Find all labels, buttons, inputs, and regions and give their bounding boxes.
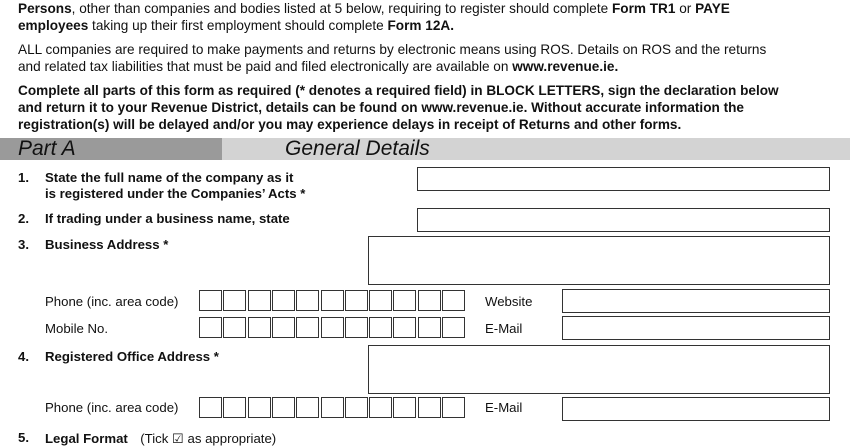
registered-office-email-field[interactable] xyxy=(562,397,830,421)
legal-format-hint: (Tick ☑ as appropriate) xyxy=(140,431,277,446)
digit-cell[interactable] xyxy=(345,317,368,338)
mobile-cells[interactable] xyxy=(199,317,467,338)
intro-paragraph-1 xyxy=(18,1,730,17)
digit-cell[interactable] xyxy=(272,290,295,311)
question-1-number: 1. xyxy=(18,170,29,185)
digit-cell[interactable] xyxy=(393,317,416,338)
digit-cell[interactable] xyxy=(199,290,222,311)
question-3-label: Business Address * xyxy=(45,237,169,252)
digit-cell[interactable] xyxy=(199,397,222,418)
company-name-field[interactable] xyxy=(417,167,830,191)
digit-cell[interactable] xyxy=(345,397,368,418)
paye-text: PAYE xyxy=(695,1,730,16)
form-12a-text: Form 12A xyxy=(387,18,451,33)
question-3-number: 3. xyxy=(18,237,29,252)
registered-office-phone-label: Phone (inc. area code) xyxy=(45,400,179,415)
intro-text: and related tax liabilities that must be paid and filed electronically are available on xyxy=(18,59,513,74)
digit-cell[interactable] xyxy=(321,317,344,338)
digit-cell[interactable] xyxy=(272,317,295,338)
legal-format-text: Legal Format xyxy=(45,431,128,446)
part-label: Part A xyxy=(18,137,76,160)
digit-cell[interactable] xyxy=(418,397,441,418)
question-1-label-line-2: is registered under the Companies’ Acts * xyxy=(45,186,306,201)
digit-cell[interactable] xyxy=(248,317,271,338)
question-4-number: 4. xyxy=(18,349,29,364)
digit-cell[interactable] xyxy=(248,397,271,418)
digit-cell[interactable] xyxy=(223,397,246,418)
digit-cell[interactable] xyxy=(345,290,368,311)
business-email-field[interactable] xyxy=(562,316,830,340)
digit-cell[interactable] xyxy=(321,290,344,311)
digit-cell[interactable] xyxy=(369,397,392,418)
intro-text: . xyxy=(614,59,619,74)
question-2-number: 2. xyxy=(18,211,29,226)
employees-text: employees xyxy=(18,18,89,33)
intro-paragraph-3-line-2: and return it to your Revenue District, details can be found on www.revenue.ie. Without accurate information the xyxy=(18,100,744,115)
website-label: Website xyxy=(485,294,533,309)
intro-paragraph-2-line-1: ALL companies are required to make payments and returns by electronic means using ROS. Details on ROS and the returns xyxy=(18,42,767,57)
intro-text: taking up their first employment should complete xyxy=(88,18,388,33)
business-name-field[interactable] xyxy=(417,208,830,232)
intro-paragraph-3-line-3: registration(s) will be delayed and/or you may experience delays in receipt of Returns and other forms. xyxy=(18,117,682,132)
revenue-url: www.revenue.ie xyxy=(512,59,615,74)
business-address-field[interactable] xyxy=(368,236,830,285)
intro-text: or xyxy=(675,1,696,16)
digit-cell[interactable] xyxy=(442,290,465,311)
digit-cell[interactable] xyxy=(296,317,319,338)
persons-text: Persons xyxy=(18,1,72,16)
digit-cell[interactable] xyxy=(393,397,416,418)
part-title: General Details xyxy=(285,137,430,160)
digit-cell[interactable] xyxy=(369,317,392,338)
digit-cell[interactable] xyxy=(223,317,246,338)
question-1-label: State the full name of the company as it xyxy=(45,170,294,185)
question-5-number: 5. xyxy=(18,430,29,445)
question-5-label xyxy=(45,430,276,448)
intro-paragraph-1-line-2 xyxy=(18,18,454,34)
mobile-label: Mobile No. xyxy=(45,321,109,336)
registered-office-address-field[interactable] xyxy=(368,345,830,394)
question-2-label: If trading under a business name, state xyxy=(45,211,290,226)
website-field[interactable] xyxy=(562,289,830,313)
intro-paragraph-2-line-2 xyxy=(18,59,618,75)
digit-cell[interactable] xyxy=(199,317,222,338)
digit-cell[interactable] xyxy=(369,290,392,311)
registered-office-phone-cells[interactable] xyxy=(199,397,467,418)
digit-cell[interactable] xyxy=(296,397,319,418)
digit-cell[interactable] xyxy=(223,290,246,311)
question-4-label: Registered Office Address * xyxy=(45,349,219,364)
digit-cell[interactable] xyxy=(393,290,416,311)
business-phone-label: Phone (inc. area code) xyxy=(45,294,179,309)
digit-cell[interactable] xyxy=(418,290,441,311)
business-email-label: E-Mail xyxy=(485,321,523,336)
business-phone-cells[interactable] xyxy=(199,290,467,311)
digit-cell[interactable] xyxy=(418,317,441,338)
intro-paragraph-3-line-1: Complete all parts of this form as required (* denotes a required field) in BLOCK LETTERS, sign the declaration below xyxy=(18,83,779,98)
digit-cell[interactable] xyxy=(296,290,319,311)
intro-text: . xyxy=(450,18,454,33)
digit-cell[interactable] xyxy=(442,397,465,418)
digit-cell[interactable] xyxy=(442,317,465,338)
form-tr1-text: Form TR1 xyxy=(611,1,676,16)
intro-text: , other than companies and bodies listed at 5 below, requiring to register should complete xyxy=(71,1,612,16)
registered-office-email-label: E-Mail xyxy=(485,400,523,415)
digit-cell[interactable] xyxy=(272,397,295,418)
part-a-header xyxy=(0,138,850,160)
digit-cell[interactable] xyxy=(321,397,344,418)
digit-cell[interactable] xyxy=(248,290,271,311)
